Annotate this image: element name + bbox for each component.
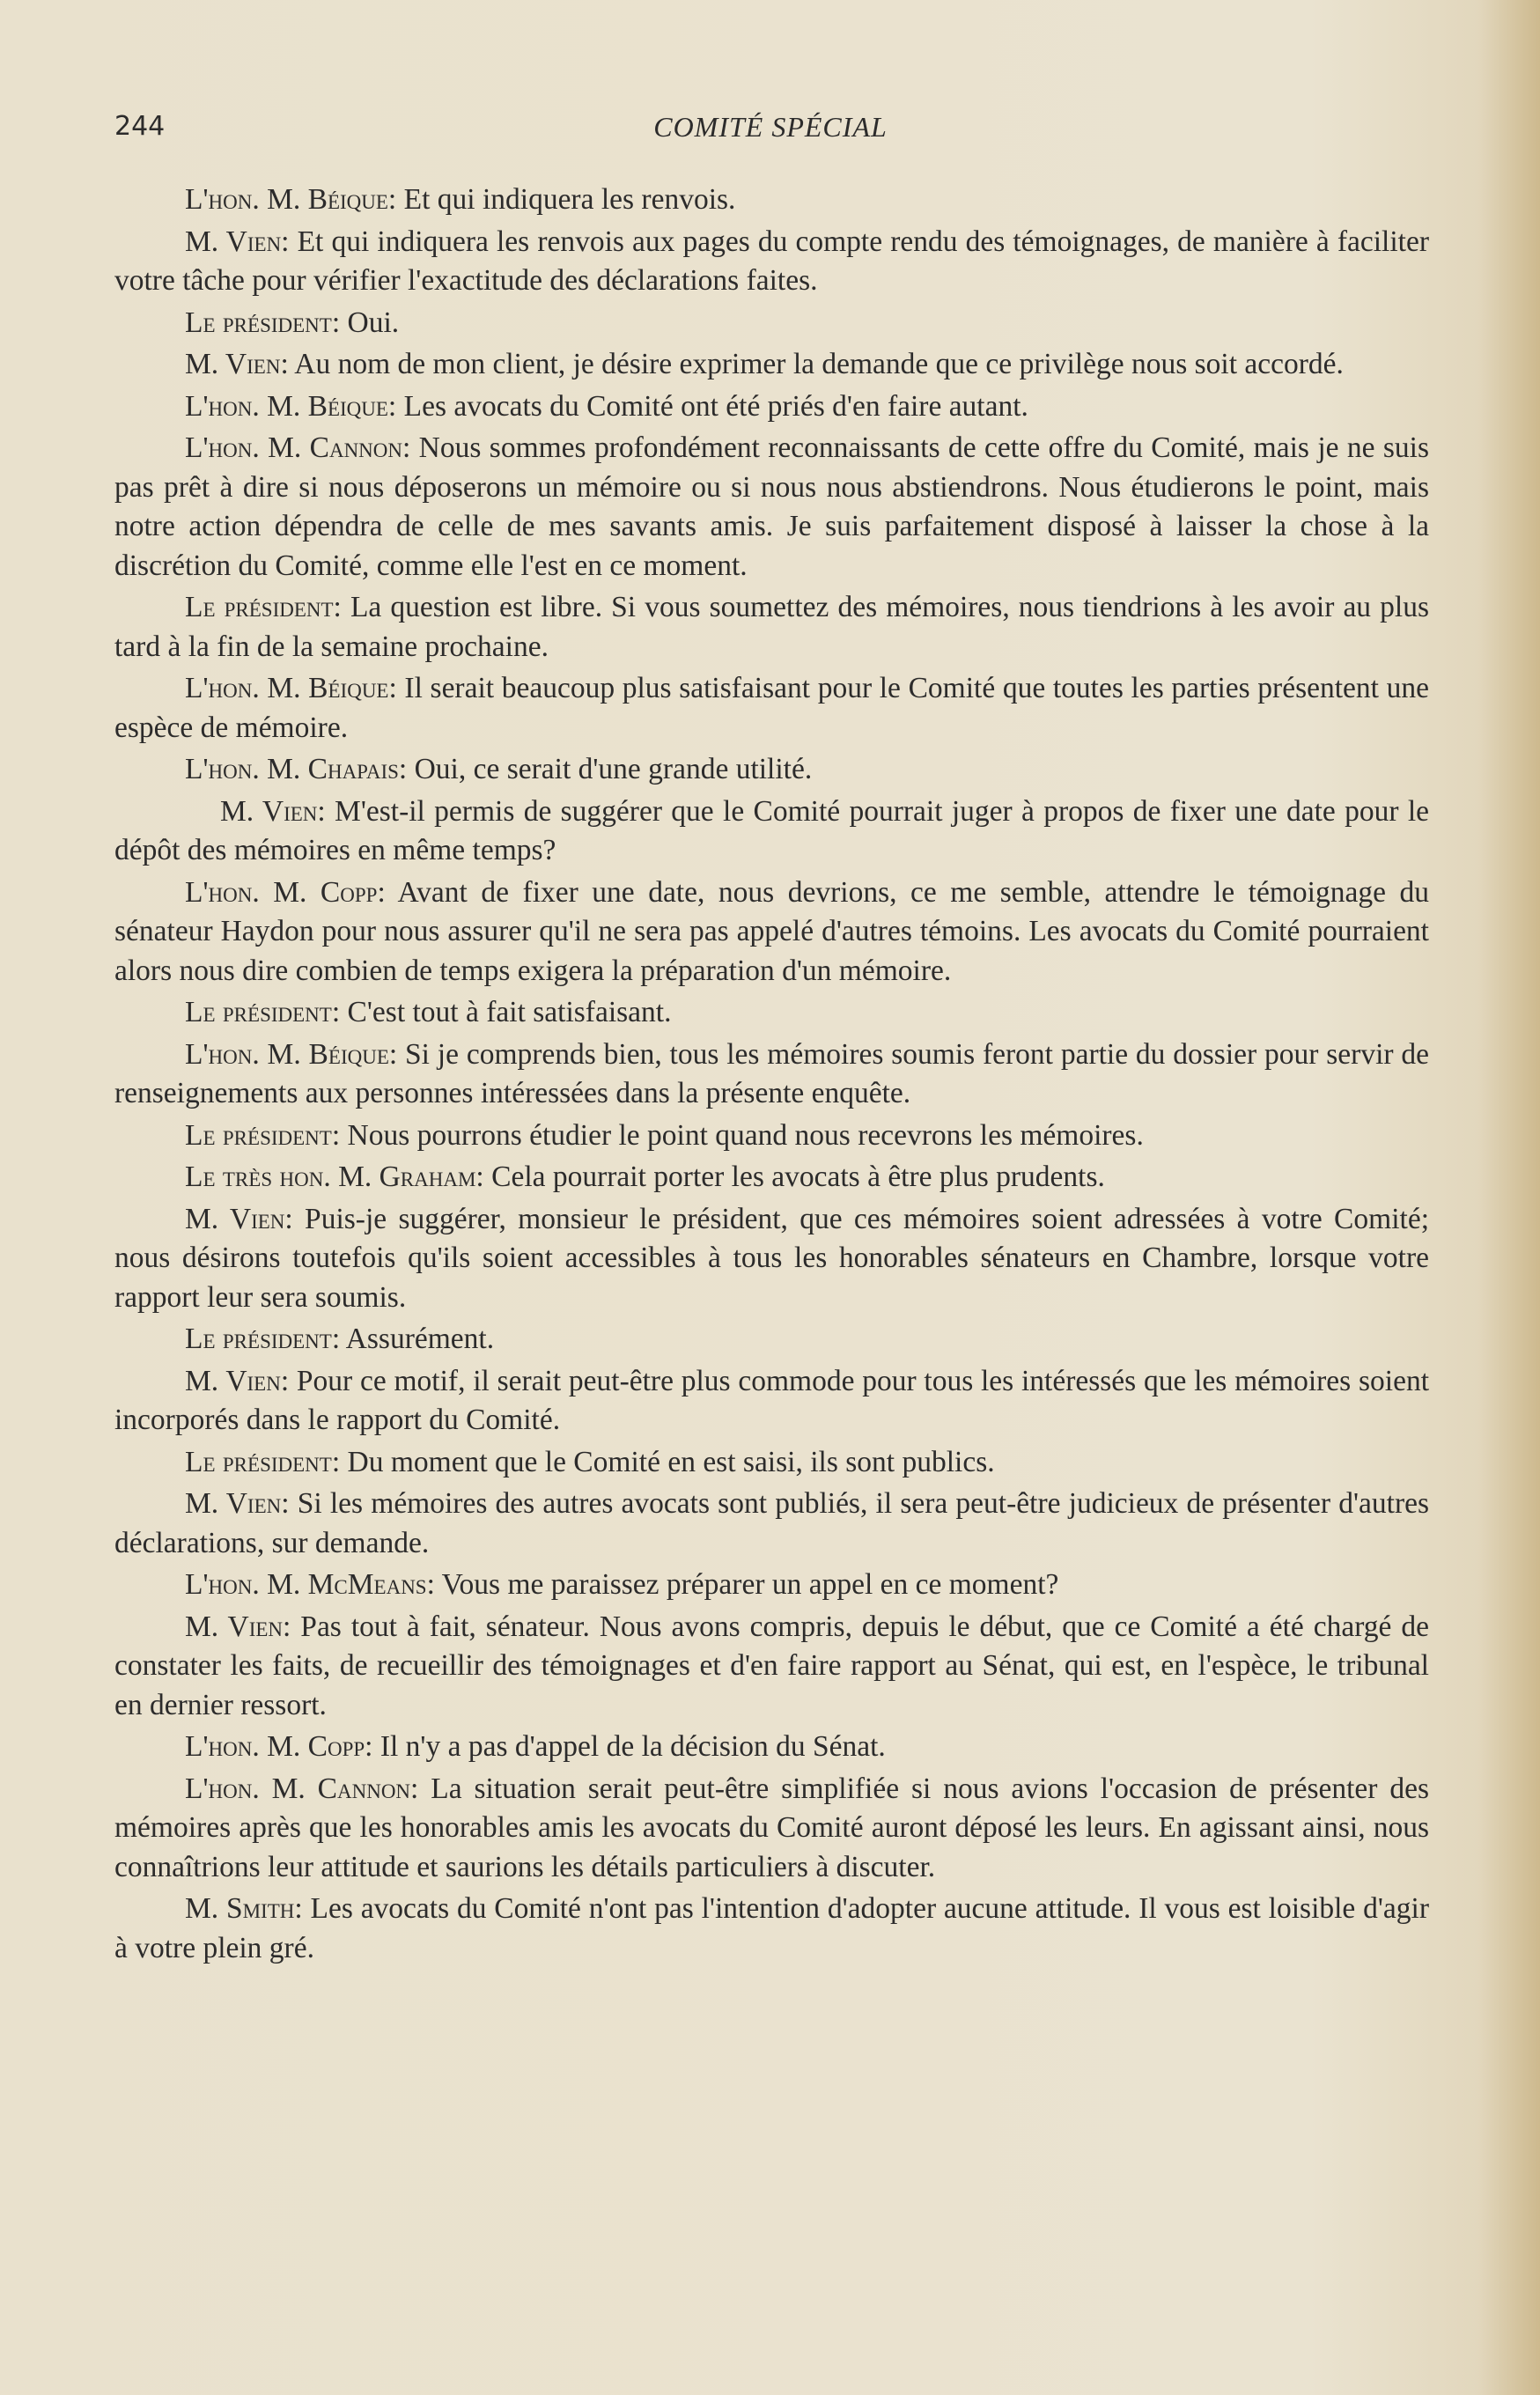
paragraph: [114, 1485, 1429, 1563]
paragraph-text: Au nom de mon client, je désire exprimer la demande que ce privilège nous soit accordé.: [288, 348, 1344, 380]
paragraph-text: Oui.: [340, 306, 400, 339]
paragraph: [114, 750, 1429, 790]
speaker-name: Le président:: [185, 996, 341, 1028]
paragraph: [114, 588, 1429, 667]
transcript-body: [114, 181, 1429, 1971]
speaker-name: L'hon. M. Béique:: [185, 1037, 398, 1071]
speaker-name: M. Vien:: [185, 1364, 290, 1397]
paragraph-text: La question est libre. Si vous soumettez des mémoires, nous tiendrions à les avoir au plus tard à la fin de la semaine prochaine.: [114, 591, 1429, 663]
paragraph: [114, 1566, 1429, 1605]
paragraph: [114, 181, 1429, 220]
running-title: COMITÉ SPÉCIAL: [653, 111, 888, 143]
paragraph-text: Nous sommes profondément reconnaissants de cette offre du Comité, mais je ne suis pas prêt à dire si nous déposerons un mémoire ou si nous nous abstiendrons. Nous étudierons le point, mais notre action dépendra de celle de mes savants amis. Je suis parfaitement disposé à laisser la chose à la discrétion du Comité, comme elle l'est en ce moment.: [114, 431, 1429, 582]
paragraph-text: Les avocats du Comité ont été priés d'en faire autant.: [396, 389, 1028, 423]
speaker-name: L'hon. M. Béique:: [185, 672, 397, 704]
page-header: [114, 111, 1426, 155]
paragraph: [114, 1158, 1429, 1198]
speaker-name: M. Vien:: [185, 348, 289, 380]
paragraph-text: C'est tout à fait satisfaisant.: [340, 996, 672, 1028]
speaker-name: Le président:: [185, 591, 342, 623]
speaker-name: Le président:: [185, 306, 341, 339]
paragraph: [114, 304, 1429, 343]
speaker-name: L'hon. M. Copp:: [185, 875, 386, 909]
paragraph: [114, 1890, 1429, 1968]
paragraph: [114, 792, 1429, 871]
speaker-name: L'hon. M. Copp:: [185, 1730, 373, 1763]
speaker-name: Le président:: [185, 1118, 341, 1152]
paragraph-text: Pas tout à fait, sénateur. Nous avons compris, depuis le début, que ce Comité a été chargé de constater les faits, de recueillir des témoignages et d'en faire rapport au Sénat, qui est, en l'espèce, le tribunal en dernier ressort.: [114, 1610, 1429, 1721]
paragraph: [114, 429, 1429, 586]
paragraph: [114, 1770, 1429, 1888]
speaker-name: M. Vien:: [220, 794, 326, 828]
speaker-name: L'hon. M. Béique:: [185, 389, 397, 423]
paragraph-text: Si les mémoires des autres avocats sont publiés, il sera peut-être judicieux de présenter d'autres déclarations, sur demande.: [114, 1487, 1430, 1559]
paragraph-text: La situation serait peut-être simplifiée si nous avions l'occasion de présenter des mémoires après que les honorables amis les avocats du Comité auront déposé les leurs. En agissant ainsi, nous connaîtrions leur attitude et saurions les détails particuliers à discuter.: [114, 1772, 1429, 1883]
paragraph: [114, 345, 1429, 385]
paragraph-text: Oui, ce serait d'une grande utilité.: [407, 753, 813, 785]
paragraph: [114, 1362, 1429, 1441]
paragraph-text: Du moment que le Comité en est saisi, ils sont publics.: [340, 1445, 995, 1478]
paragraph: [114, 1035, 1429, 1114]
paragraph-text: Si je comprends bien, tous les mémoires soumis feront partie du dossier pour servir de renseignements aux personnes intéressées dans la présente enquête.: [114, 1037, 1429, 1109]
speaker-name: M. Vien:: [185, 1610, 291, 1643]
paragraph-text: Assurément.: [340, 1323, 495, 1355]
speaker-name: Le très hon. M. Graham:: [185, 1161, 484, 1193]
paragraph: [114, 873, 1429, 991]
paragraph: [114, 1320, 1429, 1360]
speaker-name: L'hon. M. Béique:: [185, 183, 397, 216]
speaker-name: M. Vien:: [185, 225, 290, 258]
paragraph-text: M'est-il permis de suggérer que le Comité pourrait juger à propos de fixer une date pour le dépôt des mémoires en même temps?: [114, 794, 1430, 866]
speaker-name: L'hon. M. McMeans:: [185, 1568, 435, 1601]
paragraph-text: Cela pourrait porter les avocats à être plus prudents.: [483, 1161, 1105, 1193]
paragraph-text: Puis-je suggérer, monsieur le président, que ces mémoires soient adressées à votre Comité; nous désirons toutefois qu'ils soient accessibles à tous les honorables sénateurs en Chambre, lorsque votre rapport leur sera soumis.: [114, 1202, 1429, 1314]
paragraph: [114, 1116, 1429, 1156]
speaker-name: L'hon. M. Cannon:: [185, 1772, 419, 1805]
paragraph-text: Il serait beaucoup plus satisfaisant pour le Comité que toutes les parties présentent une espèce de mémoire.: [114, 672, 1429, 744]
paragraph: [114, 387, 1429, 427]
paragraph-text: Vous me paraissez préparer un appel en ce moment?: [434, 1568, 1059, 1601]
paragraph: [114, 1728, 1429, 1767]
paragraph-text: Nous pourrons étudier le point quand nous recevrons les mémoires.: [340, 1118, 1144, 1152]
speaker-name: M. Smith:: [185, 1892, 303, 1925]
paragraph-text: Et qui indiquera les renvois aux pages du compte rendu des témoignages, de manière à faciliter votre tâche pour vérifier l'exactitude des déclarations faites.: [114, 225, 1429, 297]
paragraph-text: Il n'y a pas d'appel de la décision du Sénat.: [372, 1730, 886, 1763]
paragraph-text: Pour ce motif, il serait peut-être plus commode pour tous les intéressés que les mémoires soient incorporés dans le rapport du Comité.: [114, 1364, 1430, 1436]
paragraph-text: Les avocats du Comité n'ont pas l'intention d'adopter aucune attitude. Il vous est loisible d'agir à votre plein gré.: [114, 1892, 1429, 1964]
paragraph-text: Et qui indiquera les renvois.: [396, 183, 736, 216]
paragraph: [114, 1608, 1429, 1726]
speaker-name: M. Vien:: [185, 1202, 293, 1235]
paragraph: [114, 1200, 1429, 1318]
speaker-name: Le président:: [185, 1445, 341, 1478]
paragraph: [114, 1443, 1429, 1483]
speaker-name: M. Vien:: [185, 1487, 290, 1520]
paragraph-text: Avant de fixer une date, nous devrions, ce me semble, attendre le témoignage du sénateur Haydon pour nous assurer qu'il ne sera pas appelé d'autres témoins. Les avocats du Comité pourraient alors nous dire combien de temps exigera la préparation d'un mémoire.: [114, 875, 1429, 987]
paragraph: [114, 223, 1429, 301]
speaker-name: Le président:: [185, 1323, 341, 1355]
speaker-name: L'hon. M. Cannon:: [185, 431, 411, 464]
speaker-name: L'hon. M. Chapais:: [185, 753, 408, 785]
paragraph: [114, 669, 1429, 748]
paragraph: [114, 993, 1429, 1033]
page-number: 244: [114, 111, 166, 142]
